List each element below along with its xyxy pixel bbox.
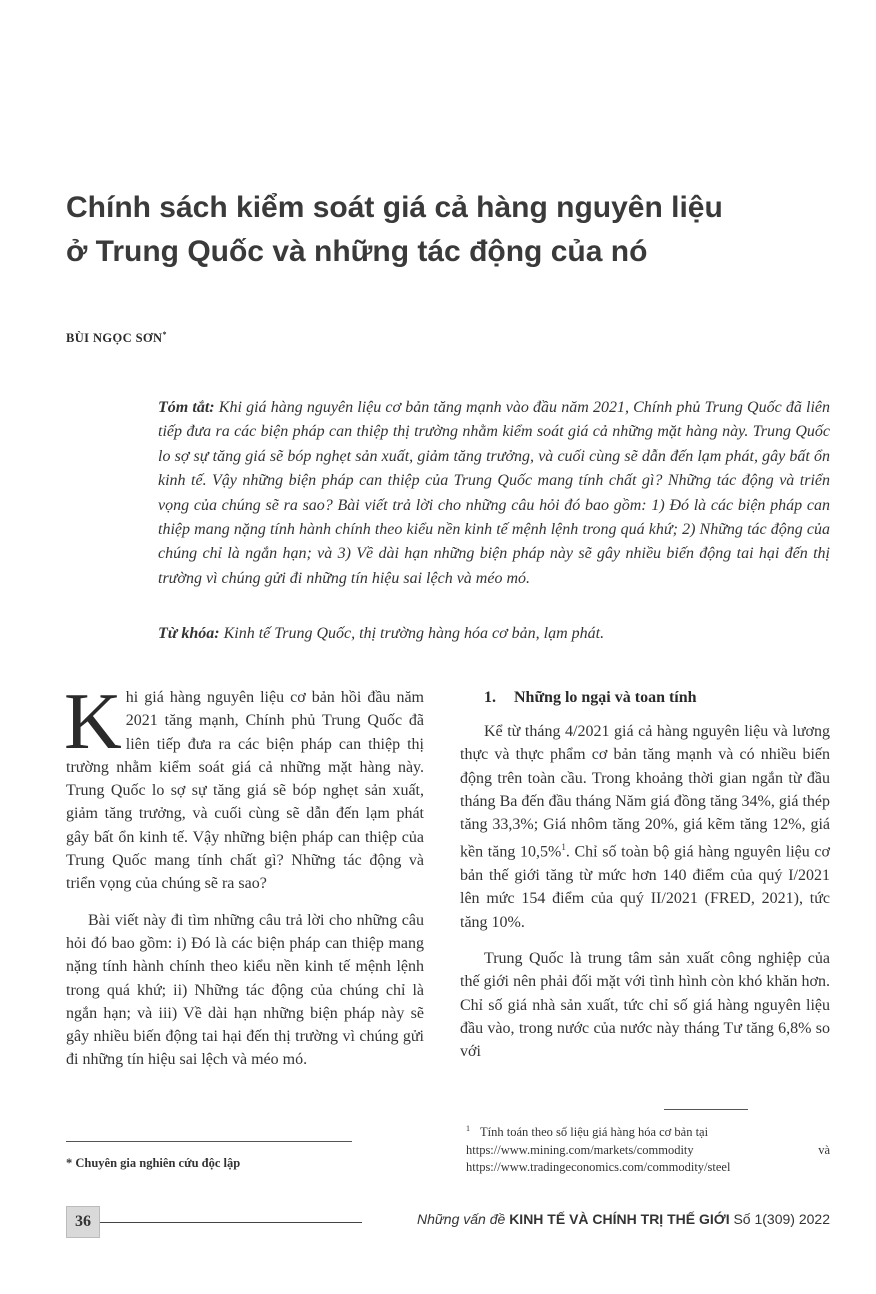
footnote: $^1$ Tính toán theo số liệu giá hàng hóa cơ bản tại https://www.mining.com/markets/commodity và https://www.tradingeconomics.com/commodity/steel: [466, 1120, 830, 1177]
article-title: [66, 186, 846, 274]
body-paragraph: Bài viết này đi tìm những câu trả lời cho những câu hỏi đó bao gồm: i) Đó là các biện pháp can thiệp mang nặng tính hành chính theo kiểu nền kinh tế mệnh lệnh trong quá khứ; ii) Những tác động của chúng chỉ là ngắn hạn; và iii) Về dài hạn những biện pháp này sẽ gây nhiều biến động tai hại đến thị trường vì chúng gửi đi những tín hiệu sai lệch và méo mó.: [66, 911, 424, 1069]
footnote-divider: [664, 1109, 748, 1110]
running-footer: [368, 1211, 830, 1227]
page-number: 36: [66, 1206, 100, 1238]
title-line-1: Chính sách kiểm soát giá cả hàng nguyên liệu: [66, 191, 723, 224]
footer-divider: [100, 1222, 362, 1223]
keywords-text: Kinh tế Trung Quốc, thị trường hàng hóa cơ bản, lạm phát.: [219, 625, 605, 642]
footnote-ref: 1: [561, 842, 566, 853]
keywords-label: Từ khóa:: [158, 625, 220, 642]
footnote-link[interactable]: https://www.tradingeconomics.com/commodity/steel: [466, 1160, 731, 1175]
section-heading: [460, 686, 830, 710]
body-paragraph: Kể từ tháng 4/2021 giá cả hàng nguyên liệu và lương thực và thực phẩm cơ bản tăng mạnh và có nhiều biến động trên toàn cầu. Trong khoảng thời gian ngắn từ đầu tháng Ba đến đầu tháng Năm giá đồng tăng 34%, giá thép tăng 33,3%; Giá nhôm tăng 20%, giá kẽm tăng 12%, giá kền tăng 10,5%$^1$. Chỉ số toàn bộ giá hàng nguyên liệu cơ bản thế giới tăng từ mức hơn 140 điểm của quý I/2021 lên mức 154 điểm của quý II/2021 (FRED, 2021), tức tăng 10%.: [460, 723, 830, 931]
footnote-link[interactable]: https://www.mining.com/markets/commodity: [466, 1142, 694, 1157]
footer-series: Những vấn đề: [417, 1211, 506, 1227]
footnote-divider: [66, 1141, 352, 1142]
left-column: [64, 678, 424, 1085]
intro-paragraph: Khi giá hàng nguyên liệu cơ bản hồi đầu năm 2021 tăng mạnh, Chính phủ Trung Quốc đã liên tiếp đưa ra các biện pháp can thiệp thị trường nhằm kiểm soát giá cả những mặt hàng này. Trung Quốc lo sợ sự tăng giá sẽ bóp nghẹt sản xuất, giảm tăng trưởng, và cuối cùng sẽ dẫn đến lạm phát gây bất ổn kinh tế. Vậy những biện pháp can thiệp của Trung Quốc mang tính chất gì? Những tác động và triển vọng của chúng sẽ ra sao?: [64, 678, 424, 893]
author-footnote-mark: *: [162, 330, 167, 339]
right-column: [460, 686, 830, 1076]
abstract: [158, 396, 830, 591]
footer-issue: Số 1(309) 2022: [733, 1211, 830, 1227]
keywords: [158, 622, 830, 646]
section-number: 1.: [484, 689, 496, 706]
abstract-label: Tóm tắt:: [158, 399, 215, 416]
title-line-2: ở Trung Quốc và những tác động của nó: [66, 235, 648, 268]
drop-cap: K: [64, 678, 122, 766]
abstract-text: Khi giá hàng nguyên liệu cơ bản tăng mạnh vào đầu năm 2021, Chính phủ Trung Quốc đã liên tiếp đưa ra các biện pháp can thiệp thị trường nhằm kiểm soát giá cả những mặt hàng này. Trung Quốc lo sợ sự tăng giá sẽ bóp nghẹt sản xuất, giảm tăng trưởng, và cuối cùng sẽ dẫn đến lạm phát, gây bất ổn kinh tế. Vậy những biện pháp can thiệp của Trung Quốc mang tính chất gì? Những tác động và triển vọng của chúng sẽ ra sao? Bài viết trả lời cho những câu hỏi đó bao gồm: 1) Đó là các biện pháp can thiệp mang nặng tính hành chính theo kiểu nền kinh tế mệnh lệnh trong quá khứ; 2) Những tác động của chúng chỉ là ngắn hạn; và 3) Về dài hạn những biện pháp này sẽ gây nhiều biến động tai hại đến thị trường vì chúng gửi đi những tín hiệu sai lệch và méo mó.: [158, 399, 831, 587]
author-footnote: * Chuyên gia nghiên cứu độc lập: [66, 1156, 241, 1170]
author-name: BÙI NGỌC SƠN*: [66, 330, 167, 346]
footnote-number: 1: [466, 1124, 470, 1133]
footer-journal: KINH TẾ VÀ CHÍNH TRỊ THẾ GIỚI: [509, 1211, 730, 1227]
body-paragraph: Trung Quốc là trung tâm sản xuất công nghiệp của thế giới nên phải đối mặt với tình hình còn khó khăn hơn. Chỉ số giá nhà sản xuất, tức chỉ số giá hàng nguyên liệu đầu vào, trong nước của nước này tháng Tư tăng 6,8% so với: [460, 950, 830, 1061]
section-title: Những lo ngại và toan tính: [514, 689, 697, 706]
